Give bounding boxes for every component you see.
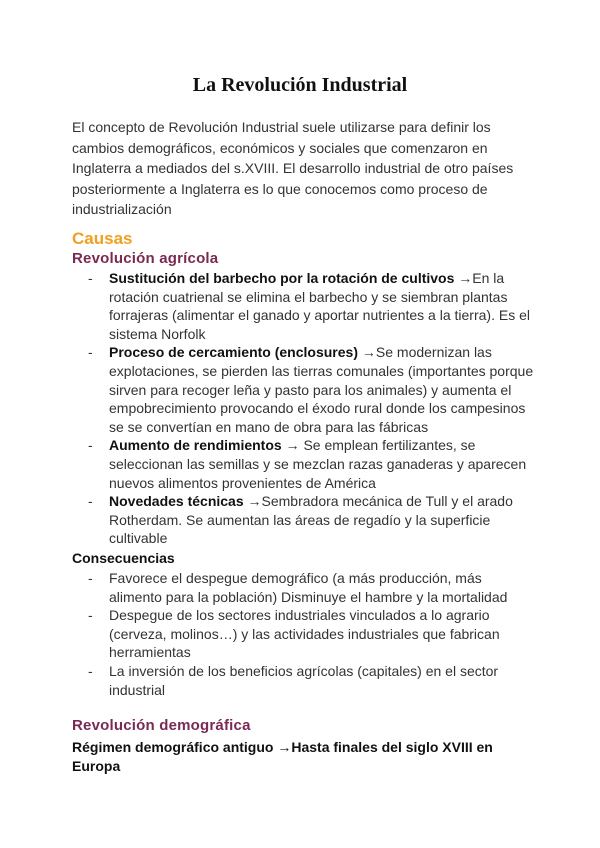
list-item <box>88 269 538 343</box>
dash-bullet: - <box>88 437 93 454</box>
list-item <box>88 436 538 492</box>
dash-bullet: - <box>88 270 93 286</box>
item-term: Aumento de rendimientos <box>109 437 282 454</box>
page-title: La Revolución Industrial <box>192 74 408 96</box>
item-text: →Se modernizan las explotaciones, se pierden las tierras comunales (importantes porque sirven para recoger leña y pasto para los animales) y aumenta el empobrecimiento provocando el éxodo rural donde los campesinos se se convertían en mano de obra para las fábricas <box>109 344 534 435</box>
dash-bullet: - <box>88 570 93 586</box>
dash-bullet: - <box>88 607 93 624</box>
dash-bullet: - <box>88 344 93 361</box>
item-term: Proceso de cercamiento (enclosures) <box>109 344 358 361</box>
intro-paragraph: El concepto de Revolución Industrial suele utilizarse para definir los cambios demográficos, económicos y sociales que comenzaron en Inglaterra a mediados del s.XVIII. El desarrollo industrial de otro países posteriormente a Inglaterra es lo que conocemos como proceso de industrialización <box>72 119 514 217</box>
item-text: Despegue de los sectores industriales vinculados a lo agrario (cerveza, molinos…) y las actividades industriales que fabrican herramientas <box>109 607 500 661</box>
item-text: Favorece el despegue demográfico (a más producción, más alimento para la población) Disminuye el hambre y la mortalidad <box>109 570 508 605</box>
revolucion-demografica-heading: Revolución demográfica <box>72 717 251 734</box>
list-item <box>88 569 538 606</box>
dash-bullet: - <box>88 662 93 679</box>
dash-bullet: - <box>88 493 93 510</box>
item-text: →En la rotación cuatrienal se elimina el barbecho y se siembran plantas forrajeras (alimentar el ganado y aportar nutrientes a la tierra). Es el sistema Norfolk <box>109 270 530 342</box>
list-item <box>88 606 538 662</box>
list-item <box>88 343 538 436</box>
item-term: Novedades técnicas <box>109 493 244 510</box>
item-text: → Se emplean fertilizantes, se seleccionan las semillas y se mezclan razas ganaderas y aparecen nuevos alimentos provenientes de América <box>109 437 527 491</box>
list-item <box>88 492 538 548</box>
consecuencias-list <box>88 569 538 699</box>
item-text: →Sembradora mecánica de Tull y el arado Rotherdam. Se aumentan las áreas de regadío y la superficie cultivable <box>109 493 513 547</box>
agricola-list <box>88 269 538 548</box>
item-term: Sustitución del barbecho por la rotación de cultivos <box>109 270 455 286</box>
list-item <box>88 662 538 699</box>
item-text: La inversión de los beneficios agrícolas (capitales) en el sector industrial <box>109 662 499 698</box>
consecuencias-heading: Consecuencias <box>72 550 175 566</box>
regimen-demografico-subheading: Régimen demográfico antiguo →Hasta finales del siglo XVIII en Europa <box>72 739 493 774</box>
revolucion-agricola-heading: Revolución agrícola <box>72 250 219 267</box>
causas-heading: Causas <box>72 229 133 248</box>
